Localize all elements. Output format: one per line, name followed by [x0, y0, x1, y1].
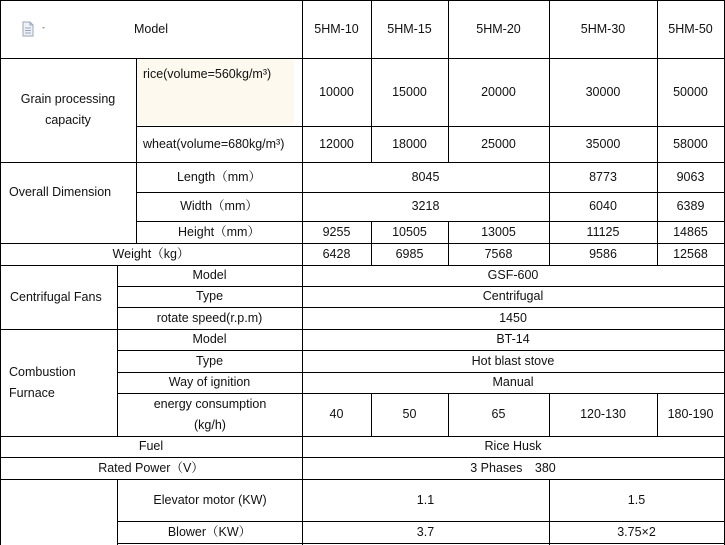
fans-model-label: Model	[192, 268, 227, 282]
width-label: Width（mm）	[180, 199, 258, 213]
model-column-header: 5HM-15	[387, 21, 432, 36]
model-column-header: 5HM-10	[314, 21, 359, 36]
furnace-model-label: Model	[192, 332, 227, 346]
fuel-label: Fuel	[138, 439, 164, 453]
height-value: 14865	[673, 224, 708, 239]
height-value: 11125	[586, 224, 620, 239]
blower-value: 3.7	[416, 524, 435, 539]
weight-value: 12568	[673, 246, 708, 261]
height-value: 10505	[392, 224, 427, 239]
wheat-value: 35000	[585, 136, 621, 151]
weight-value: 9586	[589, 246, 617, 261]
height-value: 9255	[322, 224, 351, 239]
wheat-value: 12000	[319, 136, 354, 151]
fans-label: Centrifugal Fans	[10, 289, 102, 304]
rice-value: 50000	[673, 84, 708, 99]
height-value: 13005	[481, 224, 516, 239]
furnace-type-value: Hot blast stove	[471, 353, 555, 368]
length-label: Length（mm）	[176, 169, 262, 184]
model-column-header: 5HM-30	[580, 21, 626, 36]
wheat-value: 18000	[392, 136, 427, 151]
fans-type-label: Type	[195, 289, 224, 303]
furnace-model-value: BT-14	[496, 332, 530, 346]
blower-value: 3.75×2	[617, 524, 656, 539]
rice-value: 15000	[392, 84, 427, 99]
width-value: 3218	[411, 199, 440, 213]
wheat-label: wheat(volume=680kg/m³)	[143, 136, 285, 151]
wheat-value: 58000	[673, 136, 708, 151]
weight-value: 6985	[395, 246, 424, 261]
rice-label: rice(volume=560kg/m³)	[143, 66, 272, 81]
rated-power-label: Rated Power（V）	[98, 460, 204, 475]
rice-value: 20000	[481, 84, 516, 99]
fuel-value: Rice Husk	[484, 439, 542, 453]
weight-label: Weight（kg）	[112, 246, 190, 261]
fans-speed-value: 1450	[499, 310, 527, 325]
blower-label: Blower（KW）	[167, 524, 252, 539]
model-column-header: 5HM-20	[476, 21, 521, 36]
energy-value: 65	[491, 407, 506, 421]
width-value: 6389	[676, 199, 705, 213]
weight-value: 7568	[484, 246, 513, 261]
fans-model-value: GSF-600	[487, 268, 539, 282]
furnace-type-label: Type	[195, 353, 224, 368]
furnace-ignition-value: Manual	[492, 375, 534, 389]
elevator-motor-value: 1.5	[627, 492, 646, 507]
energy-value: 180-190	[667, 407, 714, 421]
fans-speed-label: rotate speed(r.p.m)	[156, 310, 263, 325]
model-column-header: 5HM-50	[668, 21, 713, 36]
capacity-label: Grain processing capacity	[20, 92, 116, 127]
rice-value: 30000	[585, 84, 621, 99]
fans-type-value: Centrifugal	[482, 289, 544, 303]
length-value: 8045	[411, 169, 440, 184]
rated-power-value: 3 Phases 380	[470, 460, 556, 475]
furnace-label: Combustion Furnace	[9, 364, 76, 400]
rice-value: 10000	[319, 84, 354, 99]
width-value: 6040	[589, 199, 617, 213]
length-value: 9063	[676, 169, 705, 184]
dimension-label: Overall Dimension	[9, 184, 112, 199]
energy-label: energy consumption (kg/h)	[153, 396, 267, 432]
energy-value: 50	[402, 407, 417, 421]
length-value: 8773	[589, 169, 617, 184]
energy-value: 40	[329, 407, 344, 421]
height-label: Height（mm）	[178, 224, 260, 239]
elevator-motor-label: Elevator motor (KW)	[153, 492, 267, 507]
wheat-value: 25000	[481, 136, 516, 151]
energy-value: 120-130	[580, 407, 626, 421]
furnace-ignition-label: Way of ignition	[168, 375, 251, 389]
weight-value: 6428	[322, 246, 351, 261]
grid-line	[117, 543, 725, 544]
elevator-motor-value: 1.1	[416, 492, 435, 507]
model-header: Model	[133, 21, 169, 36]
